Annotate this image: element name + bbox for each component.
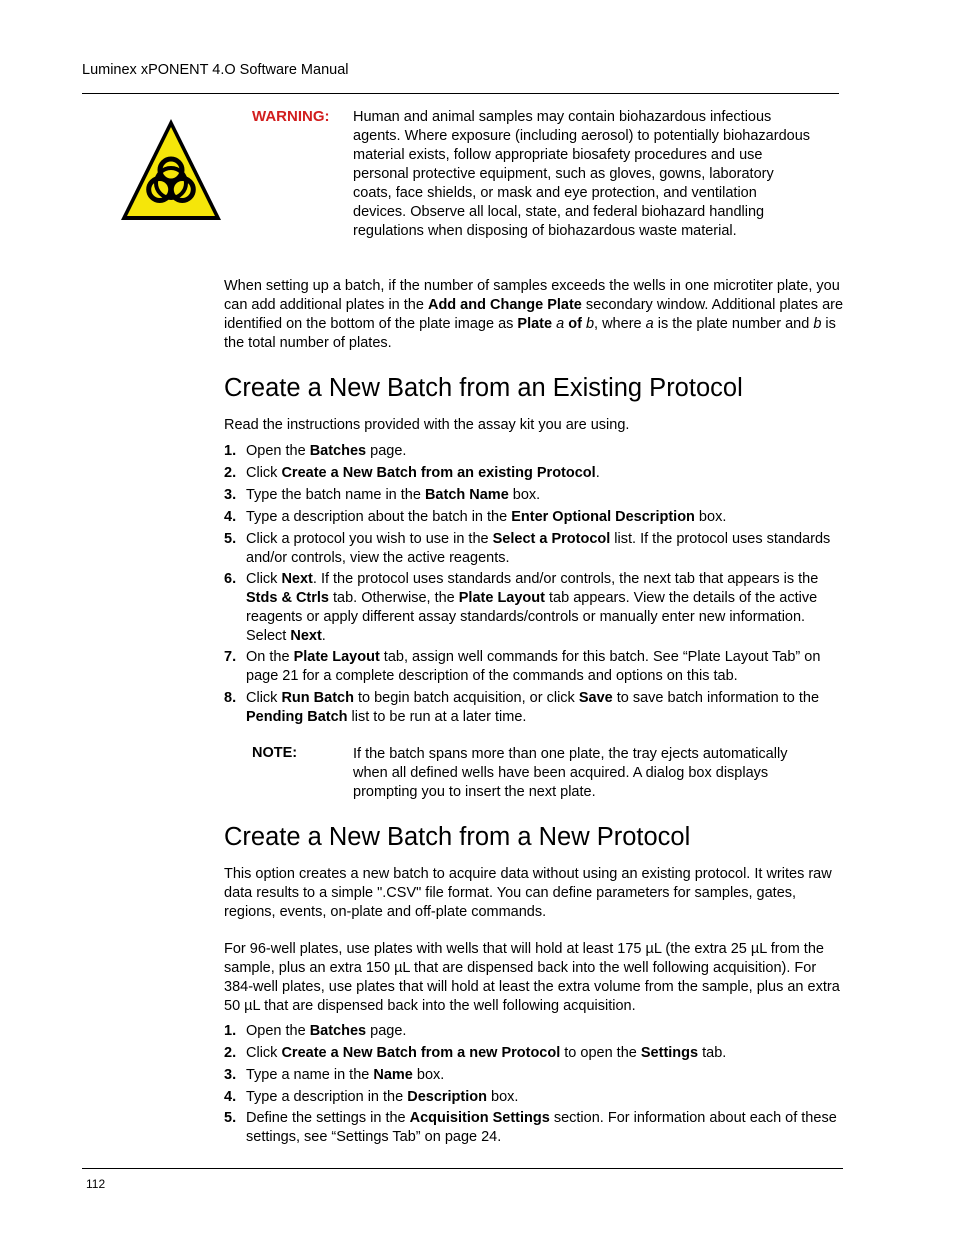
list-item: 5. Define the settings in the Acquisition Settings section. For information about each of these settings, see “Settings Tab” on page 24. (224, 1110, 837, 1145)
header-rule (82, 93, 839, 94)
biohazard-icon (118, 116, 224, 224)
list-item: 4. Type a description about the batch in the Enter Optional Description box. (224, 509, 727, 525)
list-item: 3. Type the batch name in the Batch Name box. (224, 487, 541, 503)
list-item: 7. On the Plate Layout tab, assign well commands for this batch. See “Plate Layout Tab” on page 21 for a complete description of the commands and options on this tab. (224, 649, 821, 684)
section2-paragraph-2: For 96-well plates, use plates with wells that will hold at least 175 µL (the extra 25 µL from the sample, plus an extra 150 µL that are dispensed back into the well following acquisition). For 384-well plates, use plates that will hold at least the extra volume from the sample, plus an extra 50 µL that are dispensed back into the well following acquisition. (224, 941, 840, 1014)
running-header: Luminex xPONENT 4.O Software Manual (82, 62, 349, 78)
warning-text: Human and animal samples may contain biohazardous infectious agents. Where exposure (including aerosol) to potentially biohazardous material exists, follow appropriate biosafety procedures and use personal protective equipment, such as gloves, gowns, laboratory coats, face shields, or mask and eye protection, and ventilation devices. Observe all local, state, and federal biohazard handling regulations when disposing of biohazardous waste material. (353, 109, 811, 239)
list-item: 2. Click Create a New Batch from an existing Protocol. (224, 465, 600, 481)
section-heading-new-protocol: Create a New Batch from a New Protocol (224, 823, 691, 851)
list-item: 5. Click a protocol you wish to use in the Select a Protocol list. If the protocol uses standards and/or controls, view the active reagents. (224, 531, 831, 566)
list-item: 2. Click Create a New Batch from a new Protocol to open the Settings tab. (224, 1045, 727, 1061)
page-number: 112 (86, 1177, 106, 1191)
list-item: 4. Type a description in the Description box. (224, 1089, 519, 1105)
warning-label: WARNING: (252, 108, 330, 125)
note-label: NOTE: (252, 745, 298, 761)
list-item: 8. Click Run Batch to begin batch acquisition, or click Save to save batch information to the Pending Batch list to be run at a later time. (224, 690, 820, 725)
note-text: If the batch spans more than one plate, the tray ejects automatically when all defined wells have been acquired. A dialog box displays prompting you to insert the next plate. (353, 746, 788, 800)
list-item: 1. Open the Batches page. (224, 1023, 407, 1039)
intro-paragraph: When setting up a batch, if the number of samples exceeds the wells in one microtiter plate, you can add additional plates in the Add and Change Plate secondary window. Additional plates are identified on the bottom of the plate image as Plate a of b, where a is the plate number and b is the total number of plates. (224, 278, 844, 351)
list-item: 1. Open the Batches page. (224, 443, 407, 459)
list-item: 6. Click Next. If the protocol uses standards and/or controls, the next tab that appears is the Stds & Ctrls tab. Otherwise, the Plate Layout tab appears. View the details of the active reagents or apply different assay standards/controls or manually enter new information. Select Next. (224, 571, 819, 644)
section-heading-existing-protocol: Create a New Batch from an Existing Protocol (224, 374, 743, 402)
footer-rule (82, 1168, 843, 1169)
list-item: 3. Type a name in the Name box. (224, 1067, 445, 1083)
section2-paragraph-1: This option creates a new batch to acquire data without using an existing protocol. It writes raw data results to a simple ".CSV" file format. You can define parameters for samples, gates, regions, events, on-plate and off-plate commands. (224, 866, 832, 920)
section1-lead: Read the instructions provided with the assay kit you are using. (224, 417, 630, 433)
